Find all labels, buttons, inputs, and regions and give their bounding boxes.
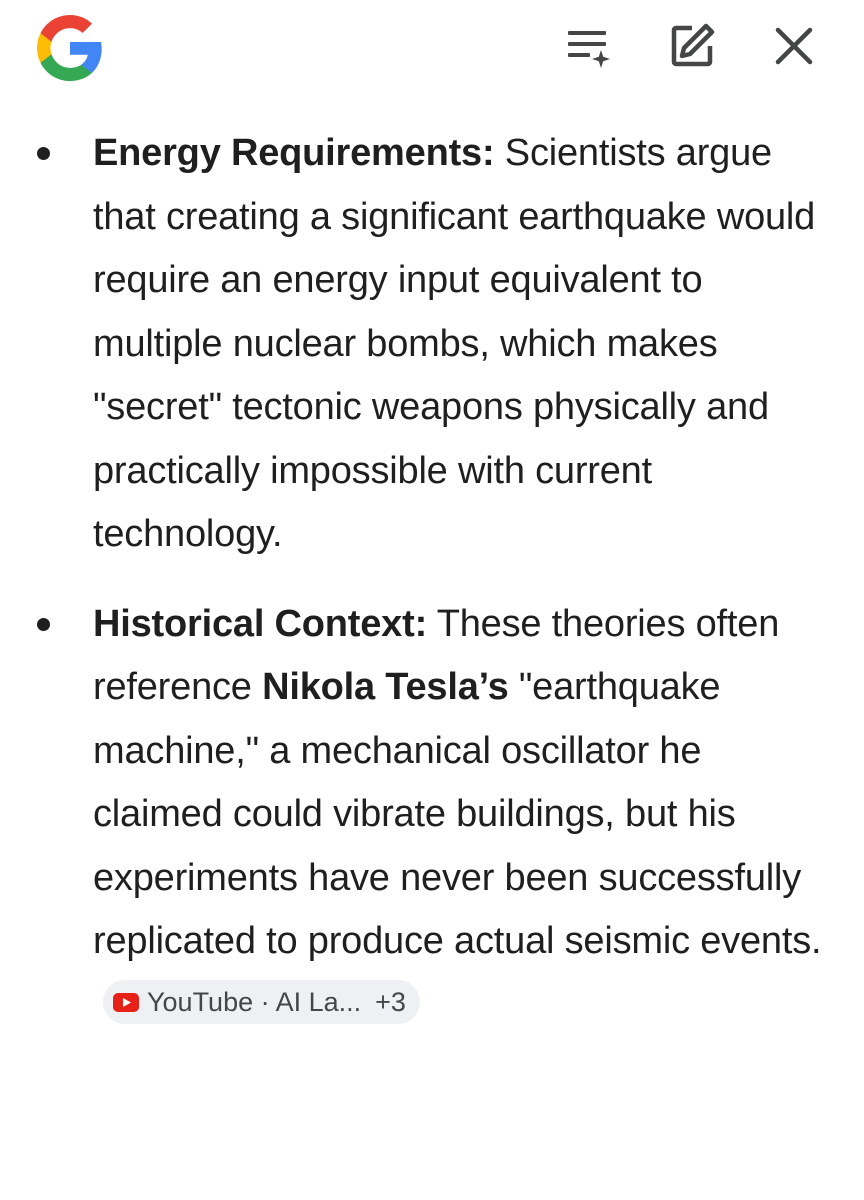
top-bar: [0, 0, 864, 110]
list-item-historical-context: [0, 593, 864, 1038]
bullet-text: Scientists argue that creating a significant earthquake would require an energy input equivalent to multiple nuclear bombs, which makes "secret" tectonic weapons physically and practically impossible with current technology.: [93, 132, 816, 555]
bullet-text: These theories often reference: [93, 602, 780, 708]
youtube-icon: [113, 993, 139, 1012]
google-logo[interactable]: [34, 12, 106, 84]
filter-sparkle-icon[interactable]: [564, 22, 612, 70]
source-chip[interactable]: [103, 980, 420, 1024]
bullet-text: "earthquake machine," a mechanical oscillator he claimed could vibrate buildings, but his experiments have never been successfully replicated to produce actual seismic events.: [93, 666, 822, 962]
source-chip-label: YouTube · AI La...: [147, 987, 362, 1018]
close-icon[interactable]: [770, 22, 818, 70]
list-item-energy-requirements: [0, 122, 864, 567]
bullet-dot: [37, 147, 50, 160]
source-chip-count: +3: [375, 987, 406, 1018]
edit-icon[interactable]: [668, 22, 716, 70]
answer-content: [0, 122, 864, 1037]
bullet-dot: [37, 618, 50, 631]
bold-name: Nikola Tesla’s: [262, 666, 509, 708]
bullet-title: Energy Requirements:: [93, 132, 495, 174]
bullet-title: Historical Context:: [93, 602, 428, 645]
